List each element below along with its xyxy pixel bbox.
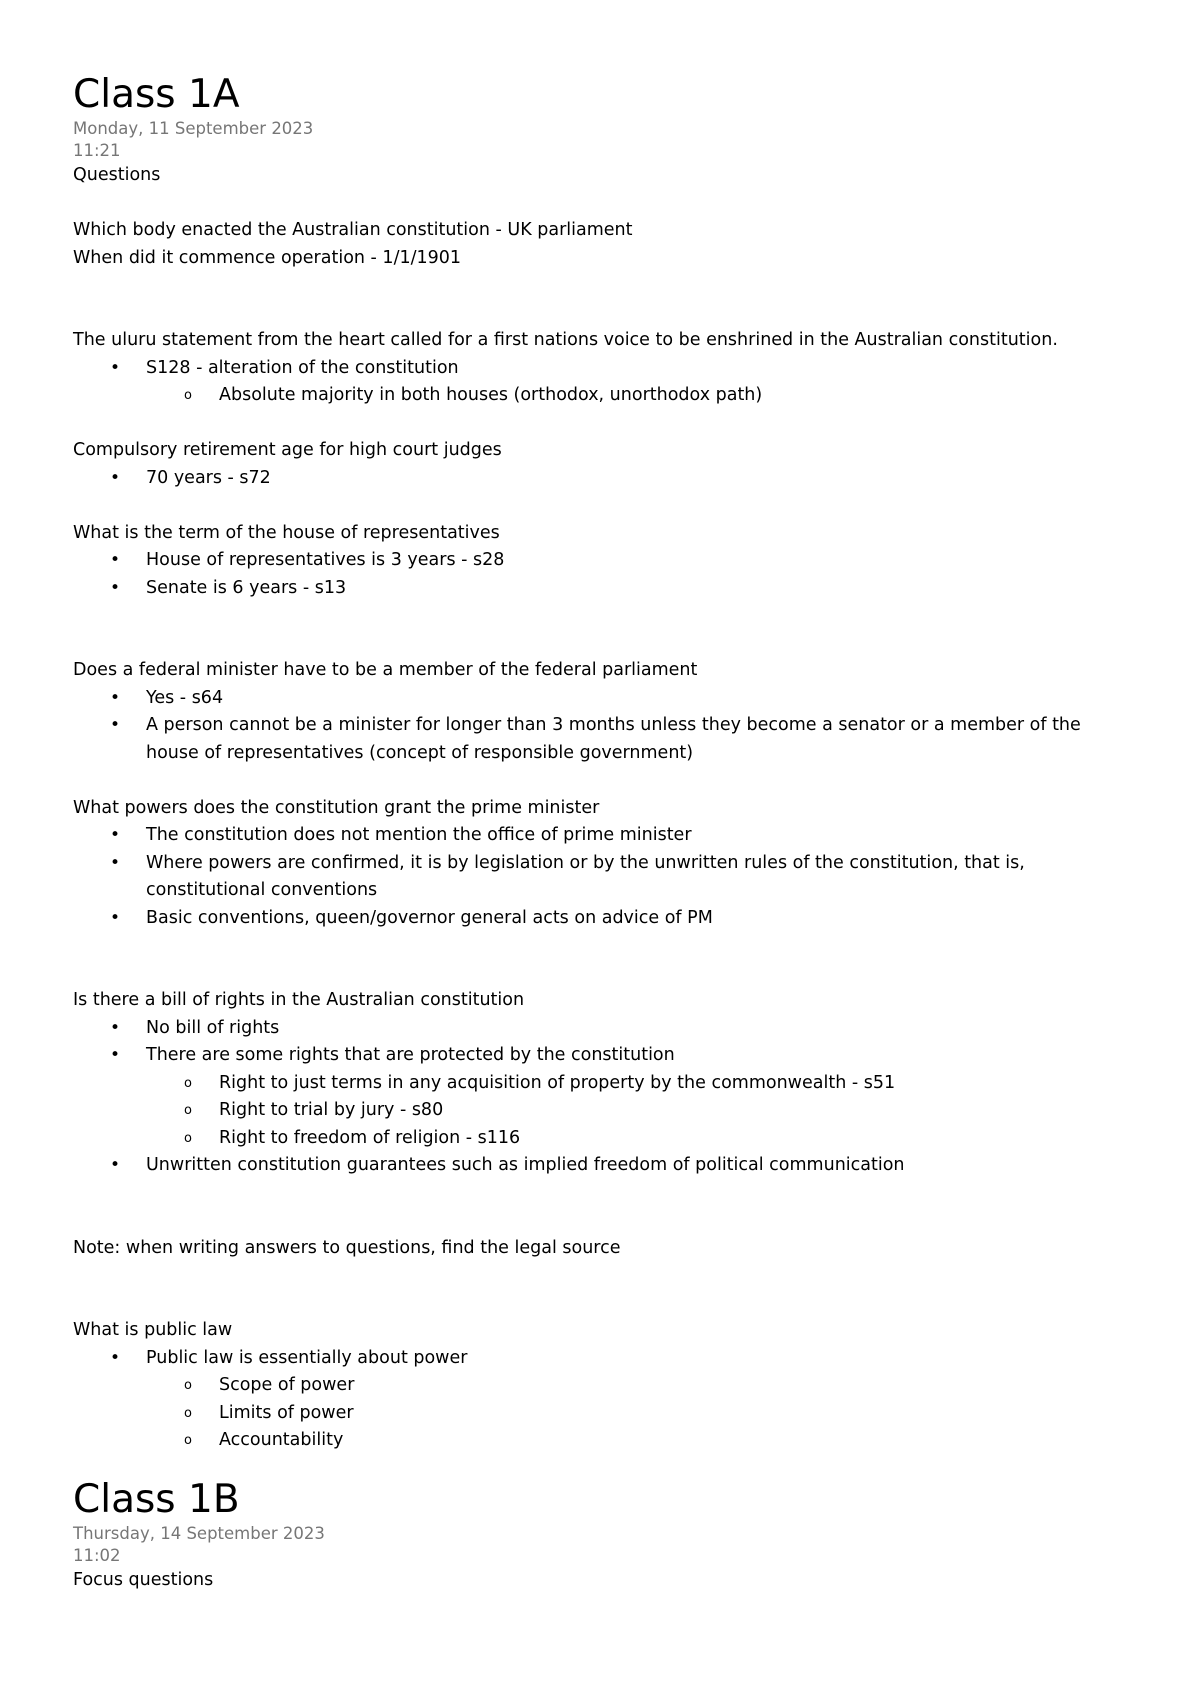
list-item: • There are some rights that are protected by the constitution (73, 1042, 1133, 1070)
list-item: o Right to trial by jury - s80 (73, 1097, 1133, 1125)
list-item: • 70 years - s72 (73, 465, 1133, 493)
bullet-icon: • (110, 1045, 121, 1065)
list-item: o Absolute majority in both houses (orthodox, unorthodox path) (73, 382, 1133, 410)
bullet-list (73, 547, 1133, 602)
bullet-list (73, 685, 1133, 768)
list-item: • Basic conventions, queen/governor general acts on advice of PM (73, 905, 1133, 933)
page-date: Monday, 11 September 2023 (73, 119, 314, 138)
notes-page (73, 72, 1133, 1594)
note-line: What is the term of the house of representatives (73, 522, 500, 543)
section-time: 11:02 (73, 1545, 121, 1565)
bullet-list (73, 465, 1133, 493)
list-item: o Right to freedom of religion - s116 (73, 1125, 1133, 1153)
bullet-icon: • (110, 550, 121, 570)
circle-bullet-icon: o (184, 1433, 192, 1448)
note-line: Which body enacted the Australian constitution - UK parliament (73, 220, 633, 240)
note-line: When did it commence operation - 1/1/1901 (73, 247, 462, 268)
bullet-list (73, 1015, 1133, 1180)
list-item: • S128 - alteration of the constitution (73, 355, 1133, 383)
section-title: Class 1B (73, 1476, 240, 1522)
list-item: • House of representatives is 3 years - s28 (73, 547, 1133, 575)
list-item: • Yes - s64 (73, 685, 1133, 713)
bullet-list (73, 822, 1133, 932)
list-item: • The constitution does not mention the office of prime minister (73, 822, 1133, 850)
section-heading: Questions (73, 165, 161, 185)
page-title: Class 1A (73, 72, 240, 117)
note-line: Is there a bill of rights in the Australian constitution (73, 990, 525, 1010)
note-line: What is public law (73, 1320, 233, 1340)
circle-bullet-icon: o (184, 388, 192, 403)
list-item: • No bill of rights (73, 1015, 1133, 1043)
list-item: o Right to just terms in any acquisition of property by the commonwealth - s51 (73, 1070, 1133, 1098)
circle-bullet-icon: o (184, 1378, 192, 1393)
list-item: • Where powers are confirmed, it is by legislation or by the unwritten rules of the constitution, that is, constitutional conventions (73, 850, 1133, 905)
section-heading: Focus questions (73, 1569, 214, 1590)
bullet-list (73, 355, 1133, 410)
bullet-icon: • (110, 715, 121, 735)
bullet-icon: • (110, 687, 121, 708)
note-line: Compulsory retirement age for high court judges (73, 440, 502, 460)
bullet-icon: • (110, 1017, 121, 1038)
note-line: The uluru statement from the heart called for a first nations voice to be enshrined in the Australian constitution. (73, 330, 1058, 350)
list-item: • A person cannot be a minister for longer than 3 months unless they become a senator or a member of the house of representatives (concept of responsible government) (73, 712, 1133, 767)
circle-bullet-icon: o (184, 1103, 192, 1118)
list-item: o Scope of power (73, 1372, 1133, 1400)
circle-bullet-icon: o (184, 1075, 192, 1091)
list-item: o Limits of power (73, 1400, 1133, 1428)
bullet-icon: • (110, 1155, 121, 1175)
circle-bullet-icon: o (184, 1130, 192, 1146)
list-item: o Accountability (73, 1427, 1133, 1455)
bullet-icon: • (110, 825, 121, 845)
note-line: What powers does the constitution grant the prime minister (73, 797, 600, 818)
bullet-icon: • (110, 852, 121, 873)
list-item: • Public law is essentially about power (73, 1345, 1133, 1373)
bullet-list (73, 1345, 1133, 1455)
note-line: Does a federal minister have to be a member of the federal parliament (73, 660, 698, 680)
bullet-icon: • (110, 467, 121, 488)
bullet-icon: • (110, 357, 121, 378)
list-item: • Senate is 6 years - s13 (73, 575, 1133, 603)
bullet-icon: • (110, 1347, 121, 1368)
bullet-icon: • (110, 907, 121, 928)
list-item: • Unwritten constitution guarantees such as implied freedom of political communication (73, 1152, 1133, 1180)
section-date: Thursday, 14 September 2023 (73, 1523, 325, 1543)
bullet-icon: • (110, 577, 121, 598)
page-time: 11:21 (73, 141, 121, 160)
circle-bullet-icon: o (184, 1405, 192, 1421)
note-line: Note: when writing answers to questions, find the legal source (73, 1237, 621, 1258)
